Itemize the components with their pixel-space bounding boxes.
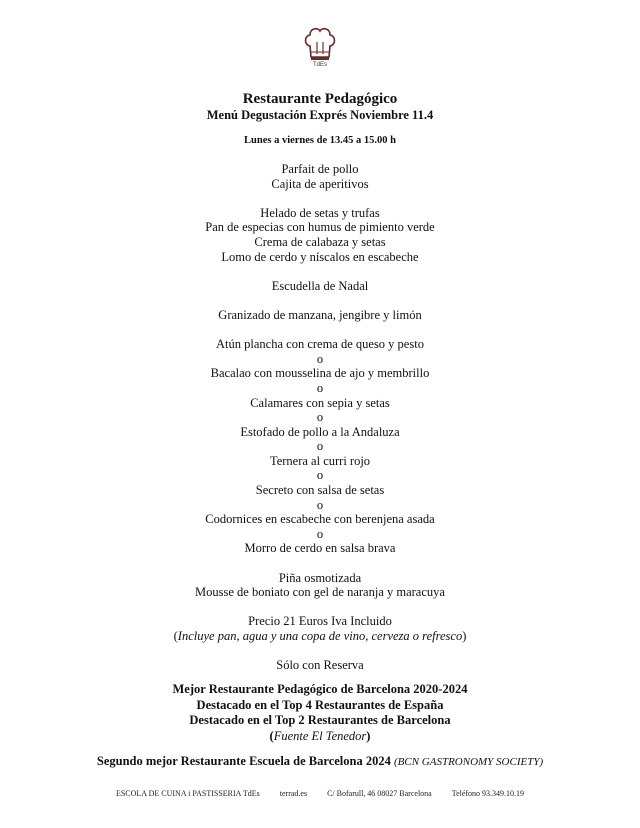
dessert: Piña osmotizada <box>278 570 362 585</box>
footer-school: ESCOLA DE CUINA i PASTISSERIA TdEs <box>115 789 260 798</box>
award-line: Destacado en el Top 4 Restaurantes de España <box>196 697 444 712</box>
main-course: Codornices en escabeche con berenjena asada <box>205 512 435 527</box>
footer-address: C/ Bofarull, 46 08027 Barcelona <box>327 789 432 798</box>
main-course: Secreto con salsa de setas <box>255 483 385 498</box>
main-course: Atún plancha con crema de queso y pesto <box>216 337 424 352</box>
footer-phone: Teléfono 93.349.10.19 <box>451 789 525 798</box>
menu-item: Escudella de Nadal <box>271 278 369 293</box>
menu-item: Parfait de pollo <box>281 162 359 176</box>
reservation-note: Sólo con Reserva <box>276 658 364 673</box>
main-course: Estofado de pollo a la Andaluza <box>240 424 400 439</box>
logo <box>299 24 341 74</box>
dessert: Mousse de boniato con gel de naranja y maracuya <box>195 585 445 600</box>
separator: o <box>316 468 324 483</box>
price: Precio 21 Euros Iva Incluido <box>248 614 392 629</box>
menu-item: Crema de calabaza y setas <box>254 234 386 249</box>
main-course: Calamares con sepia y setas <box>250 395 390 410</box>
award-source: (Fuente El Tenedor) <box>269 728 371 743</box>
separator: o <box>316 380 324 395</box>
logo-text: TdEs <box>312 62 327 68</box>
separator: o <box>316 497 324 512</box>
menu-item: Cajita de aperitivos <box>271 176 369 191</box>
main-course: Bacalao con mousselina de ajo y membrillo <box>210 366 430 381</box>
separator: o <box>316 439 324 454</box>
menu-item: Helado de setas y trufas <box>260 205 380 220</box>
chef-hat-icon <box>302 24 338 62</box>
menu-list <box>0 162 640 673</box>
separator: o <box>316 526 324 541</box>
footer <box>0 789 640 799</box>
menu-item: Lomo de cerdo y níscalos en escabeche <box>221 249 419 264</box>
menu-subtitle: Menú Degustación Exprés Noviembre 11.4 <box>206 108 434 122</box>
menu-item: Granizado de manzana, jengibre y limón <box>218 307 422 322</box>
menu-item: Pan de especias con humus de pimiento verde <box>205 220 435 235</box>
restaurant-title: Restaurante Pedagógico <box>242 91 398 107</box>
second-award: Segundo mejor Restaurante Escuela de Barcelona 2024 (BCN GASTRONOMY SOCIETY) <box>96 754 544 768</box>
separator: o <box>316 410 324 425</box>
price-includes: (Incluye pan, agua y una copa de vino, cerveza o refresco) <box>173 629 467 643</box>
opening-hours: Lunes a viernes de 13.45 a 15.00 h <box>244 135 396 146</box>
award-line: Destacado en el Top 2 Restaurantes de Barcelona <box>189 713 451 727</box>
awards <box>0 682 640 744</box>
main-course: Morro de cerdo en salsa brava <box>244 541 396 556</box>
footer-web[interactable]: terrad.es <box>279 789 308 798</box>
main-course: Ternera al curri rojo <box>269 453 371 468</box>
separator: o <box>316 351 324 366</box>
award-line: Mejor Restaurante Pedagógico de Barcelona 2020-2024 <box>172 682 468 696</box>
